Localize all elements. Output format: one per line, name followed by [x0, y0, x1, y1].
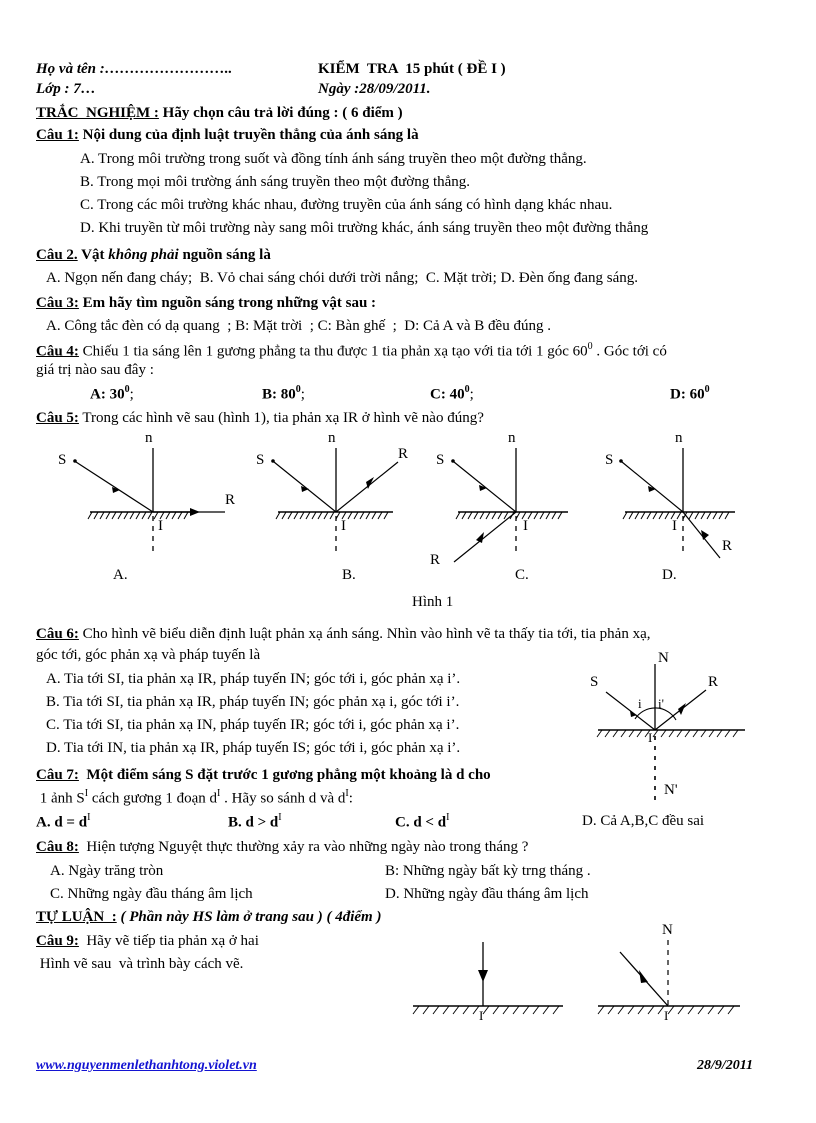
multiple-choice-heading: TRẮC NGHIỆM : — [36, 105, 159, 121]
panel-a-reflected-label: R — [225, 492, 236, 508]
q7-l2-a: 1 ảnh S — [36, 790, 85, 807]
question-6-stem-line-2: góc tới, góc phản xạ và pháp tuyến là — [36, 647, 261, 663]
question-6-option-a: A. Tia tới SI, tia phản xạ IR, pháp tuyến IN; góc tới i, góc phản xạ i’. — [46, 671, 461, 687]
question-4-choice-b-sup: 0 — [295, 384, 301, 395]
q7-l2-sup1: I — [84, 788, 89, 799]
question-4-degree-sup: 0 — [587, 341, 593, 352]
panel-d-point-label: I — [672, 518, 677, 534]
question-9-row — [36, 932, 259, 951]
question-4-choice-a-sup: 0 — [124, 384, 130, 395]
footer-date: 28/9/2011 — [697, 1058, 754, 1073]
question-4-choice-d — [670, 384, 710, 404]
question-5-label: Câu 5: — [36, 410, 79, 426]
q7-l2-d: : — [348, 790, 353, 807]
question-3-options: A. Công tắc đèn có dạ quang ; B: Mặt trời ; C: Bàn ghế ; D: Cả A và B đều đúng . — [46, 318, 551, 334]
question-2-stem-pre: Vật — [77, 247, 109, 263]
essay-heading-row — [36, 908, 381, 927]
question-2-label: Câu 2. — [36, 247, 78, 263]
question-4-row — [36, 341, 667, 361]
question-8-option-c: C. Những ngày đầu tháng âm lịch — [50, 886, 253, 902]
question-3-row — [36, 294, 376, 313]
q7-choice-b-sup: I — [278, 812, 282, 823]
question-6-label: Câu 6: — [36, 626, 79, 642]
panel-a-point-label: I — [158, 518, 163, 534]
q6-angle-incidence-label: i — [638, 696, 642, 711]
question-6-stem-line-1: Cho hình vẽ biểu diễn định luật phản xạ ánh sáng. Nhìn vào hình vẽ ta thấy tia tới, tia phản xạ, — [78, 626, 651, 642]
question-4-stem-line-2: giá trị nào sau đây : — [36, 362, 154, 378]
question-2-row — [36, 246, 271, 265]
question-2-stem-post: nguồn sáng là — [178, 247, 271, 263]
q6-reflected-label: R — [708, 674, 719, 690]
student-class-field-label: Lớp : 7… — [36, 81, 96, 97]
panel-d-source-label: S — [605, 452, 614, 468]
multiple-choice-instruction: Hãy chọn câu trả lời đúng : ( 6 điểm ) — [158, 105, 403, 121]
q7-choice-d-text: D. Cả A,B,C đều sai — [582, 813, 705, 829]
question-4-stem-line-1: Chiếu 1 tia sáng lên 1 gương phẳng ta thu được 1 tia phản xạ tạo với tia tới 1 góc 60 — [78, 343, 588, 360]
question-7-stem-line-2 — [36, 788, 353, 808]
figure-1-panel-d — [600, 430, 790, 570]
question-6-option-c: C. Tia tới SI, tia phản xạ IN, pháp tuyến IR; góc tới i, góc phản xạ i’. — [46, 717, 460, 733]
question-1-option-c: C. Trong các môi trường khác nhau, đường truyền của ánh sáng có hình dạng khác nhau. — [80, 197, 613, 213]
q7-choice-c-text: C. d < d — [395, 814, 447, 831]
question-3-stem: Em hãy tìm nguồn sáng trong những vật sau : — [78, 295, 377, 311]
question-1-option-d: D. Khi truyền từ môi trường này sang môi trường khác, ánh sáng truyền theo một đường thẳng — [80, 220, 649, 236]
question-1-row — [36, 126, 419, 145]
question-7-label: Câu 7: — [36, 767, 79, 783]
question-7-choice-a — [36, 812, 90, 832]
panel-b-reflected-label: R — [398, 446, 409, 462]
question-4-label: Câu 4: — [36, 343, 79, 360]
panel-c-reflected-label: R — [430, 552, 441, 568]
figure-1-panel-a — [40, 430, 240, 570]
question-4-choice-d-text: D: 60 — [670, 386, 705, 403]
panel-d-reflected-label: R — [722, 538, 733, 554]
figure-1-panel-c — [428, 430, 608, 570]
figure-1-caption: Hình 1 — [412, 594, 454, 610]
question-9-stem-line-1: Hãy vẽ tiếp tia phản xạ ở hai — [78, 933, 259, 949]
question-7-choice-b — [228, 812, 282, 832]
panel-b-normal-label: n — [328, 430, 336, 446]
figure-question-9-left — [405, 930, 585, 1030]
question-2-options: A. Ngọn nến đang cháy; B. Vỏ chai sáng chói dưới trời nắng; C. Mặt trời; D. Đèn ống đang sáng. — [46, 270, 638, 286]
panel-c-source-label: S — [436, 452, 445, 468]
question-4-choice-d-sup: 0 — [704, 384, 710, 395]
question-6-row — [36, 625, 650, 644]
figure-question-9-right — [590, 922, 770, 1030]
question-7-choice-c — [395, 812, 449, 832]
q7-choice-a-sup: I — [87, 812, 91, 823]
figure-1-label-d: D. — [662, 567, 677, 583]
question-4-choice-a-tail: ; — [129, 386, 134, 403]
question-8-label: Câu 8: — [36, 839, 79, 855]
question-4-choice-a — [90, 384, 134, 404]
figure-1-label-a: A. — [113, 567, 128, 583]
panel-c-normal-label: n — [508, 430, 516, 446]
question-4-choice-c-sup: 0 — [464, 384, 470, 395]
question-1-option-b: B. Trong mọi môi trường ánh sáng truyền theo một đường thẳng. — [80, 174, 471, 190]
question-7-row — [36, 766, 491, 785]
question-7-stem-line-1: Một điểm sáng S đặt trước 1 gương phẳng một khoảng là d cho — [78, 767, 491, 783]
question-8-row — [36, 838, 528, 857]
panel-c-point-label: I — [523, 518, 528, 534]
question-1-stem: Nội dung của định luật truyền thẳng của ánh sáng là — [78, 127, 419, 143]
question-5-stem: Trong các hình vẽ sau (hình 1), tia phản xạ IR ở hình vẽ nào đúng? — [78, 410, 484, 426]
question-6-option-b: B. Tia tới SI, tia phản xạ IR, pháp tuyến IN; góc phản xạ i, góc tới i’. — [46, 694, 460, 710]
question-4-choice-a-text: A: 30 — [90, 386, 125, 403]
q7-choice-a-text: A. d = d — [36, 814, 88, 831]
question-5-row — [36, 409, 484, 428]
question-6-option-d: D. Tia tới IN, tia phản xạ IR, pháp tuyến IS; góc tới i, góc phản xạ i’. — [46, 740, 461, 756]
figure-question-6 — [580, 652, 790, 812]
q7-l2-sup2: I — [217, 788, 221, 799]
question-4-choice-c-text: C: 40 — [430, 386, 465, 403]
q9-left-point-label: I — [479, 1008, 484, 1023]
question-4-choice-b-text: B: 80 — [262, 386, 296, 403]
figure-1-label-c: C. — [515, 567, 529, 583]
question-3-label: Câu 3: — [36, 295, 79, 311]
q7-choice-c-sup: I — [446, 812, 450, 823]
q6-normal-label: N — [658, 650, 669, 666]
panel-b-source-label: S — [256, 452, 265, 468]
question-2-stem-emphasis: không phải — [108, 247, 179, 263]
question-4-stem-line-1-end: . Góc tới có — [592, 343, 667, 360]
question-8-option-d: D. Những ngày đầu tháng âm lịch — [385, 886, 589, 902]
question-7-choice-d — [582, 812, 704, 831]
q7-choice-b-text: B. d > d — [228, 814, 279, 831]
q9-right-normal-label: N — [662, 922, 673, 938]
essay-heading: TỰ LUẬN : — [36, 909, 117, 925]
question-1-label: Câu 1: — [36, 127, 79, 143]
exam-title: KIỂM TRA 15 phút ( ĐỀ I ) — [318, 61, 506, 77]
q6-normal-below-label: N' — [664, 782, 678, 798]
panel-b-point-label: I — [341, 518, 346, 534]
question-4-choice-b-tail: ; — [300, 386, 305, 403]
multiple-choice-heading-row — [36, 104, 403, 123]
q6-source-label: S — [590, 674, 599, 690]
question-4-choice-c — [430, 384, 474, 404]
question-4-choice-c-tail: ; — [469, 386, 474, 403]
question-9-label: Câu 9: — [36, 933, 79, 949]
question-9-stem-line-2: Hình vẽ sau và trình bày cách vẽ. — [36, 956, 244, 972]
figure-1-label-b: B. — [342, 567, 356, 583]
question-4-choice-b — [262, 384, 305, 404]
q9-right-point-label: I — [664, 1008, 669, 1023]
q7-l2-c: . Hãy so sánh d và d — [220, 790, 346, 807]
question-8-stem: Hiện tượng Nguyệt thực thường xảy ra vào những ngày nào trong tháng ? — [78, 839, 529, 855]
panel-a-normal-label: n — [145, 430, 153, 446]
q7-l2-b: cách gương 1 đoạn d — [88, 790, 218, 807]
question-8-option-b: B: Những ngày bất kỳ trng tháng . — [385, 863, 591, 879]
footer-url-link[interactable]: www.nguyenmenlethanhtong.violet.vn — [36, 1058, 257, 1073]
exam-date: Ngày :28/09/2011. — [318, 81, 431, 97]
q7-l2-sup3: I — [345, 788, 349, 799]
q6-angle-reflection-label: i' — [658, 696, 664, 711]
question-1-option-a: A. Trong môi trường trong suốt và đồng tính ánh sáng truyền theo một đường thẳng. — [80, 151, 587, 167]
q6-point-label: I — [648, 730, 653, 745]
essay-instruction: ( Phần này HS làm ở trang sau ) ( 4điểm ) — [116, 909, 382, 925]
panel-d-normal-label: n — [675, 430, 683, 446]
panel-a-source-label: S — [58, 452, 67, 468]
student-name-field-label: Họ và tên :…………………….. — [36, 61, 233, 77]
question-8-option-a: A. Ngày trăng tròn — [50, 863, 164, 879]
figure-1-panel-b — [248, 430, 441, 570]
